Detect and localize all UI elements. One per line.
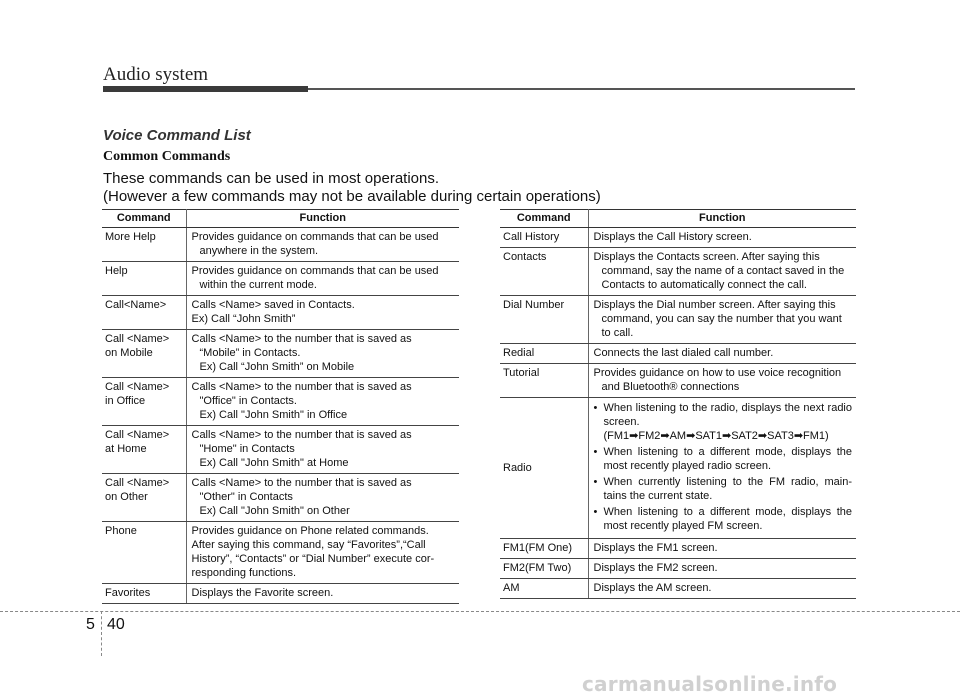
column-header-function: Function <box>186 210 459 228</box>
function-cell <box>186 426 459 474</box>
table-row <box>500 539 856 559</box>
function-text: Displays the AM screen. <box>593 582 712 594</box>
function-cell <box>588 579 856 599</box>
table-row <box>102 426 459 474</box>
function-text: Calls <Name> to the number that is saved as <box>191 333 412 345</box>
table-row <box>500 248 856 296</box>
command-text: Radio <box>503 461 532 474</box>
table-row <box>500 398 856 539</box>
function-text: Displays the Contacts screen. After saying this <box>593 251 820 263</box>
function-text: History”, “Contacts” or “Dial Number” execute cor- <box>191 553 435 565</box>
table-row <box>102 296 459 330</box>
command-cell <box>102 296 186 330</box>
function-bullet: • When listening to a different mode, displays the most recently played FM screen. <box>594 505 853 533</box>
command-text: FM2(FM Two) <box>503 562 572 574</box>
function-text: command, you can say the number that you want <box>601 313 842 325</box>
function-bullet: • When currently listening to the FM radio, main-tains the current state. <box>594 475 853 503</box>
command-cell <box>102 378 186 426</box>
function-text: Provides guidance on commands that can be used <box>191 231 439 243</box>
header-rule-accent <box>103 86 308 92</box>
command-text: Tutorial <box>503 367 540 379</box>
function-text: and Bluetooth® connections <box>601 381 740 393</box>
table-row <box>102 474 459 522</box>
function-text: Connects the last dialed call number. <box>593 347 774 359</box>
function-text: "Office" in Contacts. <box>199 395 297 407</box>
function-cell <box>588 364 856 398</box>
command-text: Call History <box>503 231 560 243</box>
table-row <box>500 228 856 248</box>
function-bullet: • When listening to a different mode, displays the most recently played radio screen. <box>594 445 853 473</box>
function-text: Displays the FM2 screen. <box>593 562 718 574</box>
function-cell <box>588 344 856 364</box>
command-text: More Help <box>105 231 156 243</box>
command-text: Call <Name> <box>105 381 170 393</box>
command-cell <box>500 559 588 579</box>
command-text: FM1(FM One) <box>503 542 573 554</box>
function-text: Displays the FM1 screen. <box>593 542 718 554</box>
table-row <box>102 262 459 296</box>
function-cell <box>186 474 459 522</box>
command-text: Redial <box>503 347 535 359</box>
function-cell <box>186 378 459 426</box>
table-header-row <box>102 210 459 228</box>
function-cell <box>186 330 459 378</box>
function-text: Provides guidance on Phone related commands. <box>191 525 429 537</box>
command-text: Contacts <box>503 251 547 263</box>
function-text: Displays the Dial number screen. After saying this <box>593 299 836 311</box>
function-text: "Other" in Contacts <box>199 491 293 503</box>
command-cell <box>102 584 186 604</box>
function-cell <box>588 398 856 539</box>
function-text: After saying this command, say “Favorites”,“Call <box>191 539 426 551</box>
command-text: Help <box>105 265 128 277</box>
watermark-text: carmanualsonline.info <box>582 672 838 696</box>
intro-line-2: (However a few commands may not be available during certain operations) <box>103 188 601 205</box>
table-row <box>500 344 856 364</box>
function-text: Displays the Call History screen. <box>593 231 752 243</box>
function-cell <box>186 228 459 262</box>
function-text: within the current mode. <box>199 279 317 291</box>
function-text: command, say the name of a contact saved in the <box>601 265 845 277</box>
command-text: on Mobile <box>105 347 153 359</box>
function-cell <box>588 296 856 344</box>
command-cell <box>500 398 588 539</box>
command-text: Favorites <box>105 587 151 599</box>
table-header-row <box>500 210 856 228</box>
command-cell <box>500 344 588 364</box>
function-text: responding functions. <box>191 567 297 579</box>
function-text: Calls <Name> to the number that is saved as <box>191 381 412 393</box>
function-text: Provides guidance on how to use voice recognition <box>593 367 842 379</box>
function-bullet: • When listening to the radio, displays the next radio screen. (FM1➡FM2➡AM➡SAT1➡SAT2➡SAT3➡FM1) <box>594 401 853 443</box>
function-text: Ex) Call "John Smith" at Home <box>199 457 349 469</box>
sub-title: Common Commands <box>103 149 231 164</box>
footer-divider <box>101 611 102 656</box>
header-title: Audio system <box>103 64 209 85</box>
table-row <box>500 296 856 344</box>
function-text: Calls <Name> to the number that is saved as <box>191 477 412 489</box>
table-row <box>500 559 856 579</box>
command-text: Phone <box>105 525 137 537</box>
section-title: Voice Command List <box>103 127 251 144</box>
function-cell <box>588 248 856 296</box>
command-cell <box>102 262 186 296</box>
left-command-table <box>102 209 459 604</box>
function-text: "Home" in Contacts <box>199 443 295 455</box>
command-cell <box>102 474 186 522</box>
function-cell <box>186 262 459 296</box>
command-cell <box>500 228 588 248</box>
function-cell <box>588 228 856 248</box>
table-row <box>102 522 459 584</box>
function-text: to call. <box>601 327 634 339</box>
footer-rule <box>0 611 960 612</box>
command-text: Call<Name> <box>105 299 167 311</box>
command-cell <box>500 364 588 398</box>
command-cell <box>500 579 588 599</box>
command-text: Dial Number <box>503 299 565 311</box>
page-section-number: 5 <box>86 616 95 633</box>
function-cell <box>588 539 856 559</box>
function-cell <box>186 296 459 330</box>
command-cell <box>500 248 588 296</box>
intro-line-1: These commands can be used in most operations. <box>103 170 440 187</box>
table-row <box>102 378 459 426</box>
command-cell <box>102 522 186 584</box>
function-text: Ex) Call “John Smith” <box>191 313 296 325</box>
command-cell <box>500 539 588 559</box>
function-text: Calls <Name> to the number that is saved as <box>191 429 412 441</box>
command-text: in Office <box>105 395 146 407</box>
function-text: Ex) Call "John Smith" on Other <box>199 505 350 517</box>
table-row <box>500 364 856 398</box>
command-cell <box>500 296 588 344</box>
column-header-function: Function <box>588 210 856 228</box>
command-cell <box>102 228 186 262</box>
table-row <box>102 228 459 262</box>
command-text: AM <box>503 582 520 594</box>
command-text: Call <Name> <box>105 477 170 489</box>
table-row <box>500 579 856 599</box>
function-text: “Mobile” in Contacts. <box>199 347 301 359</box>
page-number: 40 <box>107 616 125 633</box>
column-header-command: Command <box>500 210 588 228</box>
command-text: on Other <box>105 491 148 503</box>
command-text: Call <Name> <box>105 429 170 441</box>
function-text: Displays the Favorite screen. <box>191 587 334 599</box>
table-row <box>102 584 459 604</box>
function-text: Provides guidance on commands that can be used <box>191 265 439 277</box>
function-cell <box>186 584 459 604</box>
command-cell <box>102 426 186 474</box>
right-command-table <box>500 209 856 599</box>
function-text: Ex) Call "John Smith" in Office <box>199 409 348 421</box>
column-header-command: Command <box>102 210 186 228</box>
function-cell <box>588 559 856 579</box>
function-text: Ex) Call “John Smith” on Mobile <box>199 361 355 373</box>
function-cell <box>186 522 459 584</box>
function-text: Calls <Name> saved in Contacts. <box>191 299 355 311</box>
function-bullet-list <box>594 401 853 533</box>
function-text: anywhere in the system. <box>199 245 319 257</box>
command-text: Call <Name> <box>105 333 170 345</box>
table-row <box>102 330 459 378</box>
command-text: at Home <box>105 443 147 455</box>
command-cell <box>102 330 186 378</box>
function-text: Contacts to automatically connect the call. <box>601 279 807 291</box>
